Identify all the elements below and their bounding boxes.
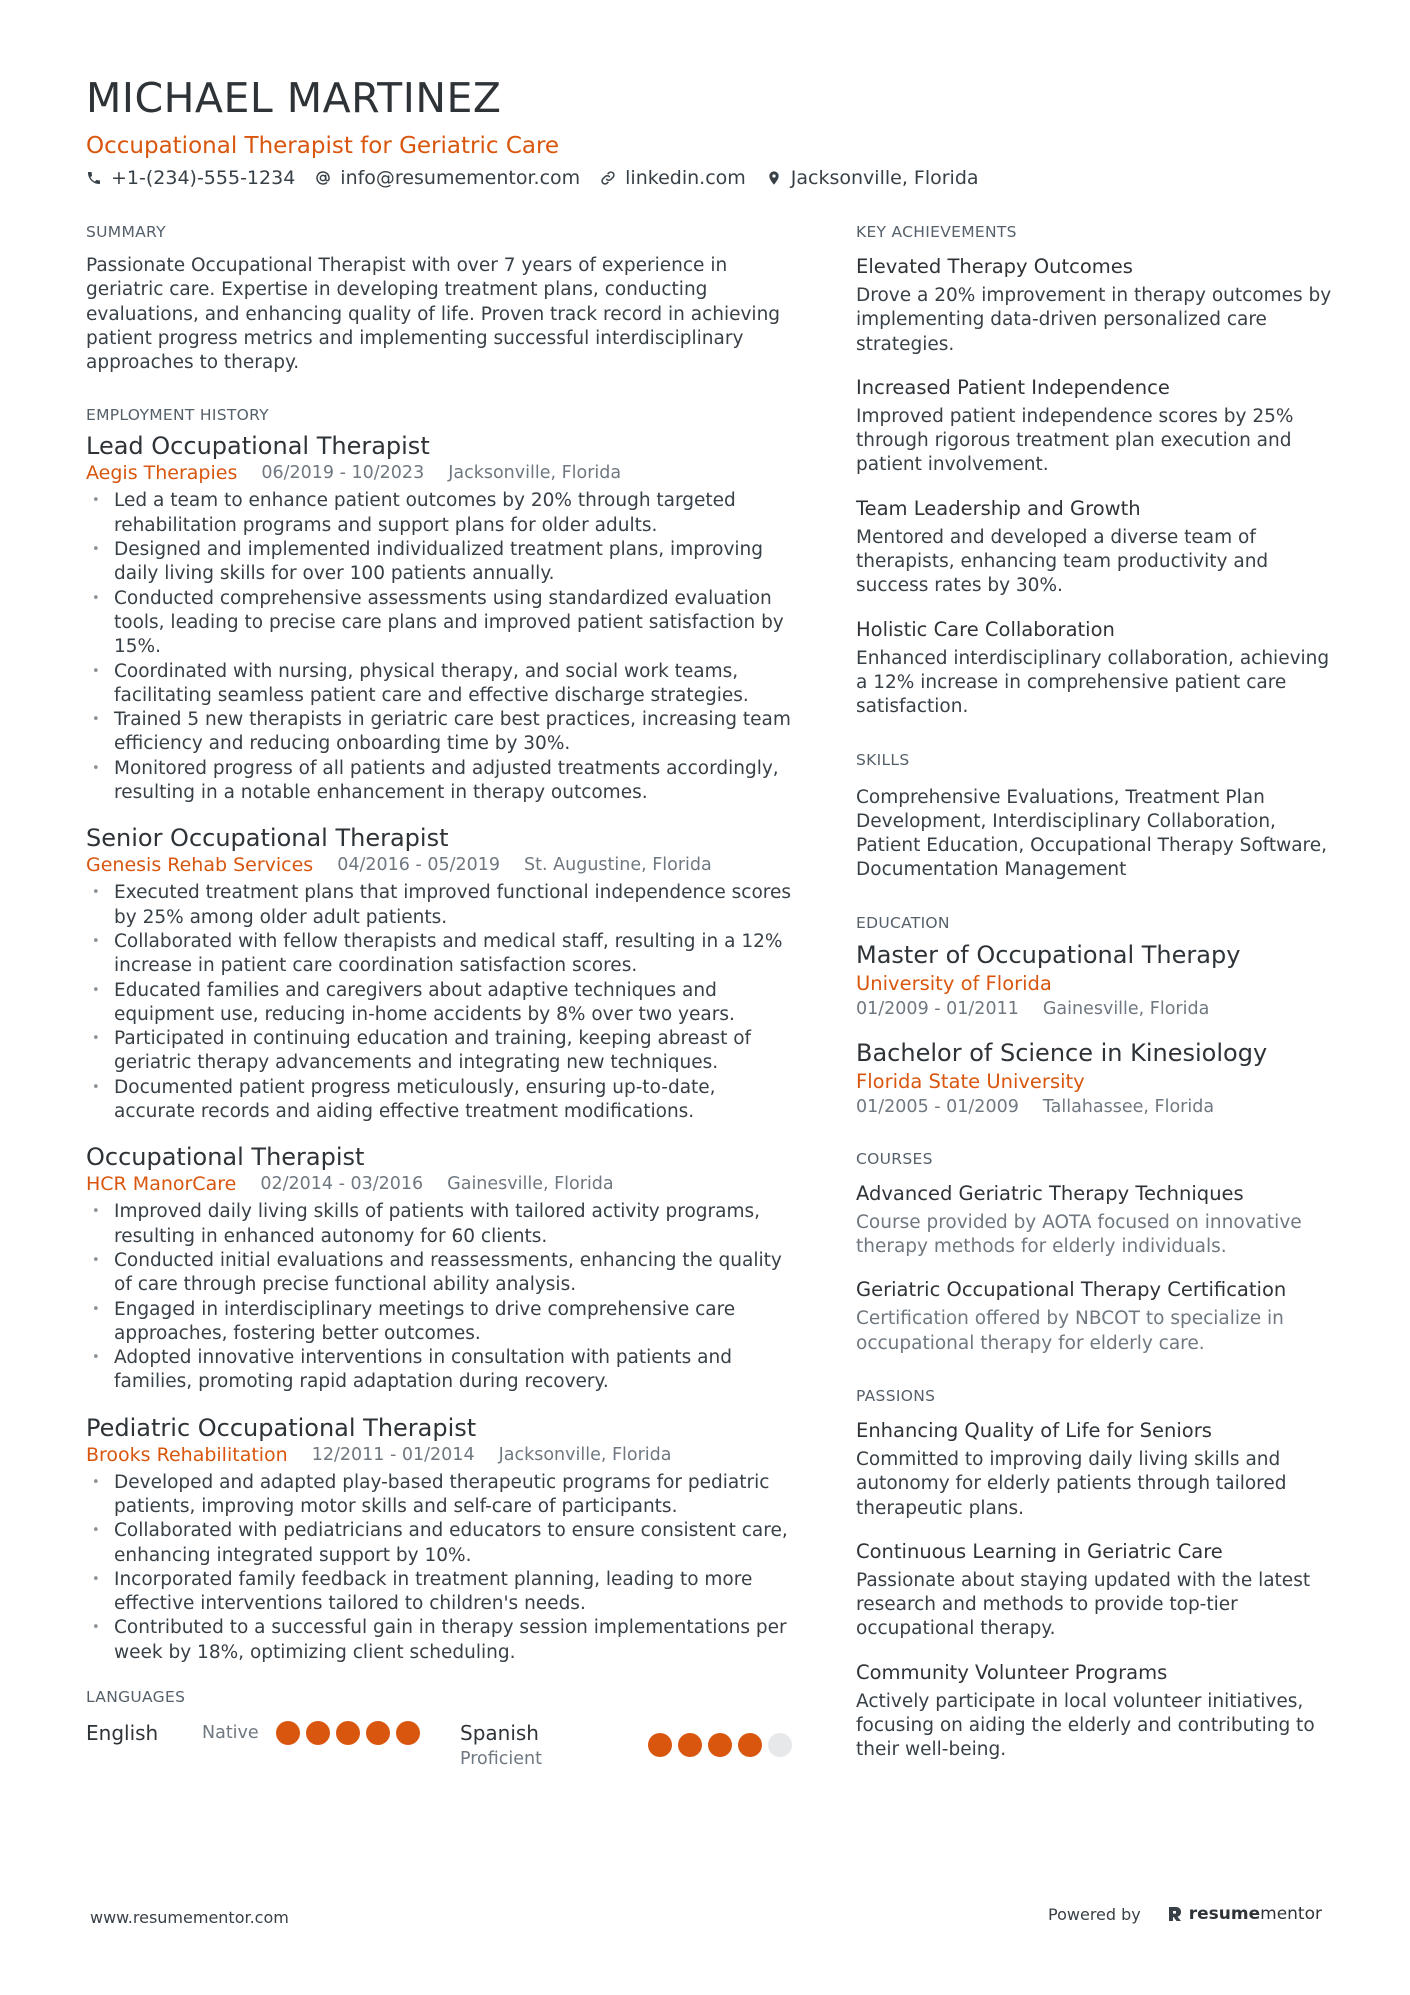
passion-item — [856, 1660, 1336, 1763]
achievement-desc: Drove a 20% improvement in therapy outcomes by implementing data-driven personalized care strategies. — [856, 285, 1332, 355]
rating-dot-empty — [768, 1733, 792, 1757]
job-bullet: • Trained 5 new therapists in geriatric care best practices, increasing team efficiency and reducing onboarding time by 30%. — [86, 708, 798, 757]
contact-linkedin[interactable] — [600, 167, 746, 189]
education-heading: EDUCATION — [856, 913, 950, 932]
summary-heading: SUMMARY — [86, 223, 166, 241]
job-entry — [86, 431, 798, 805]
job-bullet: • Conducted initial evaluations and reassessments, enhancing the quality of care through precise functional ability analysis. — [86, 1249, 798, 1298]
contact-phone[interactable] — [86, 167, 295, 189]
job-bullet: • Executed treatment plans that improved functional independence scores by 25% among older adult patients. — [86, 881, 798, 930]
achievement-item — [856, 254, 1336, 357]
linkedin-text: linkedin.com — [625, 167, 746, 189]
education-item — [856, 1037, 1336, 1119]
job-dates: 02/2014 - 03/2016 — [260, 1174, 424, 1195]
language-item — [86, 1719, 460, 1747]
candidate-name: MICHAEL MARTINEZ — [86, 74, 502, 122]
job-dates: 04/2016 - 05/2019 — [337, 855, 501, 876]
at-icon — [315, 170, 331, 186]
education-meta — [856, 997, 1336, 1021]
location-pin-icon — [766, 170, 782, 186]
job-bullet: • Designed and implemented individualized treatment plans, improving daily living skills for over 100 patients annually. — [86, 538, 798, 587]
language-name: Spanish — [460, 1721, 539, 1746]
courses-heading: COURSES — [856, 1149, 933, 1168]
language-rating — [276, 1721, 426, 1745]
job-meta — [86, 461, 798, 485]
footer-branding — [1048, 1904, 1322, 1924]
job-bullet: • Educated families and caregivers about adaptive techniques and equipment use, reducing in-home accidents by 8% over two years. — [86, 979, 798, 1028]
achievement-desc: Improved patient independence scores by 25% through rigorous treatment plan execution and patient involvement. — [856, 405, 1294, 476]
rating-dot-filled — [396, 1721, 420, 1745]
job-company: HCR ManorCare — [86, 1173, 237, 1196]
rating-dot-filled — [306, 1721, 330, 1745]
job-meta — [86, 1172, 798, 1196]
language-text — [460, 1719, 648, 1771]
contact-bar — [86, 163, 999, 193]
job-bullet: • Participated in continuing education and training, keeping abreast of geriatric therapy advancements and integrating new techniques. — [86, 1027, 798, 1076]
right-column — [856, 222, 1336, 1793]
job-meta — [86, 1443, 798, 1467]
job-entry — [86, 1142, 798, 1394]
skills-section — [856, 750, 1336, 883]
summary-text: Passionate Occupational Therapist with over 7 years of experience in geriatric care. Expertise in developing treatment plans, conducting evaluations, and enhancing quality of life. Proven track record in achieving patient progress metrics and implementing successful interdisciplinary approaches to therapy. — [86, 255, 781, 374]
course-desc: Course provided by AOTA focused on innovative therapy methods for elderly individuals. — [856, 1211, 1302, 1258]
job-title: Occupational Therapist — [86, 1143, 365, 1172]
course-title: Advanced Geriatric Therapy Techniques — [856, 1181, 1244, 1205]
rating-dot-filled — [708, 1733, 732, 1757]
job-bullet: • Incorporated family feedback in treatment planning, leading to more effective interventions tailored to children's needs. — [86, 1568, 798, 1617]
job-bullet: • Collaborated with pediatricians and educators to ensure consistent care, enhancing integrated support by 10%. — [86, 1519, 798, 1568]
course-title: Geriatric Occupational Therapy Certification — [856, 1278, 1287, 1302]
education-degree: Master of Occupational Therapy — [856, 940, 1241, 969]
email-text: info@resumementor.com — [340, 167, 581, 189]
link-icon — [600, 170, 616, 186]
job-bullet: • Improved daily living skills of patients with tailored activity programs, resulting in enhanced autonomy for 60 clients. — [86, 1200, 798, 1249]
rating-dot-filled — [336, 1721, 360, 1745]
job-bullet: • Coordinated with nursing, physical therapy, and social work teams, facilitating seamless patient care and effective discharge strategies. — [86, 660, 798, 709]
job-company: Aegis Therapies — [86, 462, 238, 485]
job-bullet: • Collaborated with fellow therapists and medical staff, resulting in a 12% increase in patient care coordination satisfaction scores. — [86, 930, 798, 979]
achievement-title: Increased Patient Independence — [856, 375, 1170, 399]
job-bullets — [86, 1471, 798, 1665]
job-bullet: • Documented patient progress meticulously, ensuring up-to-date, accurate records and aiding effective treatment modifications. — [86, 1076, 798, 1125]
languages-list — [86, 1719, 798, 1771]
education-meta — [856, 1095, 1336, 1119]
passion-desc: Committed to improving daily living skills and autonomy for elderly patients through tailored therapeutic plans. — [856, 1448, 1287, 1519]
passions-heading: PASSIONS — [856, 1386, 936, 1405]
rating-dot-filled — [648, 1733, 672, 1757]
job-bullet: • Monitored progress of all patients and adjusted treatments accordingly, resulting in a notable enhancement in therapy outcomes. — [86, 757, 798, 806]
employment-heading: EMPLOYMENT HISTORY — [86, 406, 269, 425]
achievement-title: Holistic Care Collaboration — [856, 617, 1115, 641]
language-name: English — [86, 1721, 159, 1746]
achievements-section — [856, 222, 1336, 720]
contact-location — [766, 167, 979, 189]
job-bullet: • Contributed to a successful gain in therapy session implementations per week by 18%, optimizing client scheduling. — [86, 1616, 798, 1665]
job-company: Genesis Rehab Services — [86, 854, 314, 877]
job-bullets — [86, 1200, 798, 1394]
job-bullet: • Developed and adapted play-based therapeutic programs for pediatric patients, improving motor skills and self-care of participants. — [86, 1471, 798, 1520]
job-bullets — [86, 881, 798, 1124]
job-title: Lead Occupational Therapist — [86, 432, 430, 461]
footer-website[interactable]: www.resumementor.com — [90, 1908, 289, 1927]
rating-dot-filled — [678, 1733, 702, 1757]
rating-dot-filled — [366, 1721, 390, 1745]
employment-section — [86, 405, 798, 1665]
education-location: Tallahassee, Florida — [1042, 1096, 1215, 1117]
passion-title: Continuous Learning in Geriatric Care — [856, 1539, 1223, 1563]
passion-desc: Actively participate in local volunteer initiatives, focusing on aiding the elderly and contributing to their well-being. — [856, 1690, 1315, 1761]
passion-item — [856, 1418, 1336, 1521]
left-column — [86, 222, 798, 1801]
resumementor-logo-icon — [1167, 1906, 1183, 1922]
job-location: Gainesville, Florida — [447, 1174, 614, 1195]
job-bullet: • Engaged in interdisciplinary meetings to drive comprehensive care approaches, fostering better outcomes. — [86, 1298, 798, 1347]
languages-heading: LANGUAGES — [86, 1688, 186, 1707]
job-meta — [86, 853, 798, 877]
education-school: University of Florida — [856, 971, 1052, 995]
brand-logo[interactable] — [1167, 1904, 1322, 1924]
job-dates: 12/2011 - 01/2014 — [311, 1444, 475, 1465]
education-degree: Bachelor of Science in Kinesiology — [856, 1038, 1268, 1067]
job-dates: 06/2019 - 10/2023 — [261, 463, 425, 484]
rating-dot-filled — [738, 1733, 762, 1757]
job-bullets — [86, 489, 798, 805]
brand-name-bold: resume — [1188, 1904, 1261, 1924]
job-location: St. Augustine, Florida — [524, 855, 712, 876]
contact-email[interactable] — [315, 167, 580, 189]
education-school: Florida State University — [856, 1069, 1085, 1093]
location-text: Jacksonville, Florida — [790, 167, 979, 189]
job-title: Pediatric Occupational Therapist — [86, 1413, 477, 1442]
skills-heading: SKILLS — [856, 750, 910, 769]
job-location: Jacksonville, Florida — [498, 1444, 672, 1465]
job-bullet: • Led a team to enhance patient outcomes by 20% through targeted rehabilitation programs and support plans for older adults. — [86, 489, 798, 538]
language-item — [460, 1719, 798, 1771]
achievement-title: Elevated Therapy Outcomes — [856, 255, 1133, 278]
powered-by-text: Powered by — [1048, 1904, 1141, 1924]
achievement-item — [856, 496, 1336, 599]
courses-section — [856, 1149, 1336, 1356]
course-item — [856, 1277, 1336, 1356]
summary-section — [86, 222, 798, 375]
achievement-title: Team Leadership and Growth — [856, 496, 1141, 520]
job-title: Senior Occupational Therapist — [86, 824, 449, 853]
achievements-heading: KEY ACHIEVEMENTS — [856, 223, 1017, 241]
rating-dot-filled — [276, 1721, 300, 1745]
education-dates: 01/2009 - 01/2011 — [856, 998, 1019, 1019]
education-location: Gainesville, Florida — [1042, 998, 1210, 1019]
languages-section — [86, 1687, 798, 1771]
skills-text: Comprehensive Evaluations, Treatment Plan Development, Interdisciplinary Collaboration, Patient Education, Occupational Therapy Software, Documentation Management — [856, 786, 1328, 881]
language-rating — [648, 1733, 798, 1757]
passions-section — [856, 1386, 1336, 1763]
job-entry — [86, 1413, 798, 1665]
passion-desc: Passionate about staying updated with the latest research and methods to provide top-tier occupational therapy. — [856, 1569, 1311, 1640]
language-level: Proficient — [460, 1749, 542, 1770]
course-desc: Certification offered by NBCOT to specialize in occupational therapy for elderly care. — [856, 1308, 1284, 1354]
achievement-item — [856, 375, 1336, 478]
job-location: Jacksonville, Florida — [448, 463, 622, 484]
brand-name-rest: mentor — [1260, 1904, 1322, 1924]
candidate-role: Occupational Therapist for Geriatric Care — [86, 133, 560, 159]
job-bullet: • Conducted comprehensive assessments using standardized evaluation tools, leading to precise care plans and improved patient satisfaction by 15%. — [86, 587, 798, 660]
course-item — [856, 1181, 1336, 1260]
job-entry — [86, 823, 798, 1124]
language-level: Native — [202, 1723, 259, 1744]
achievement-desc: Mentored and developed a diverse team of therapists, enhancing team productivity and success rates by 30%. — [856, 526, 1269, 597]
education-dates: 01/2005 - 01/2009 — [856, 1096, 1019, 1117]
passion-item — [856, 1539, 1336, 1642]
job-company: Brooks Rehabilitation — [86, 1443, 288, 1466]
passion-title: Community Volunteer Programs — [856, 1660, 1168, 1684]
education-item — [856, 939, 1336, 1021]
phone-text: +1-(234)-555-1234 — [111, 167, 296, 189]
passion-title: Enhancing Quality of Life for Seniors — [856, 1418, 1212, 1442]
phone-icon — [86, 170, 102, 186]
achievement-desc: Enhanced interdisciplinary collaboration, achieving a 12% increase in comprehensive patient care satisfaction. — [856, 647, 1330, 718]
job-bullet: • Adopted innovative interventions in consultation with patients and families, promoting rapid adaptation during recovery. — [86, 1346, 798, 1395]
education-section — [856, 913, 1336, 1119]
achievement-item — [856, 617, 1336, 720]
